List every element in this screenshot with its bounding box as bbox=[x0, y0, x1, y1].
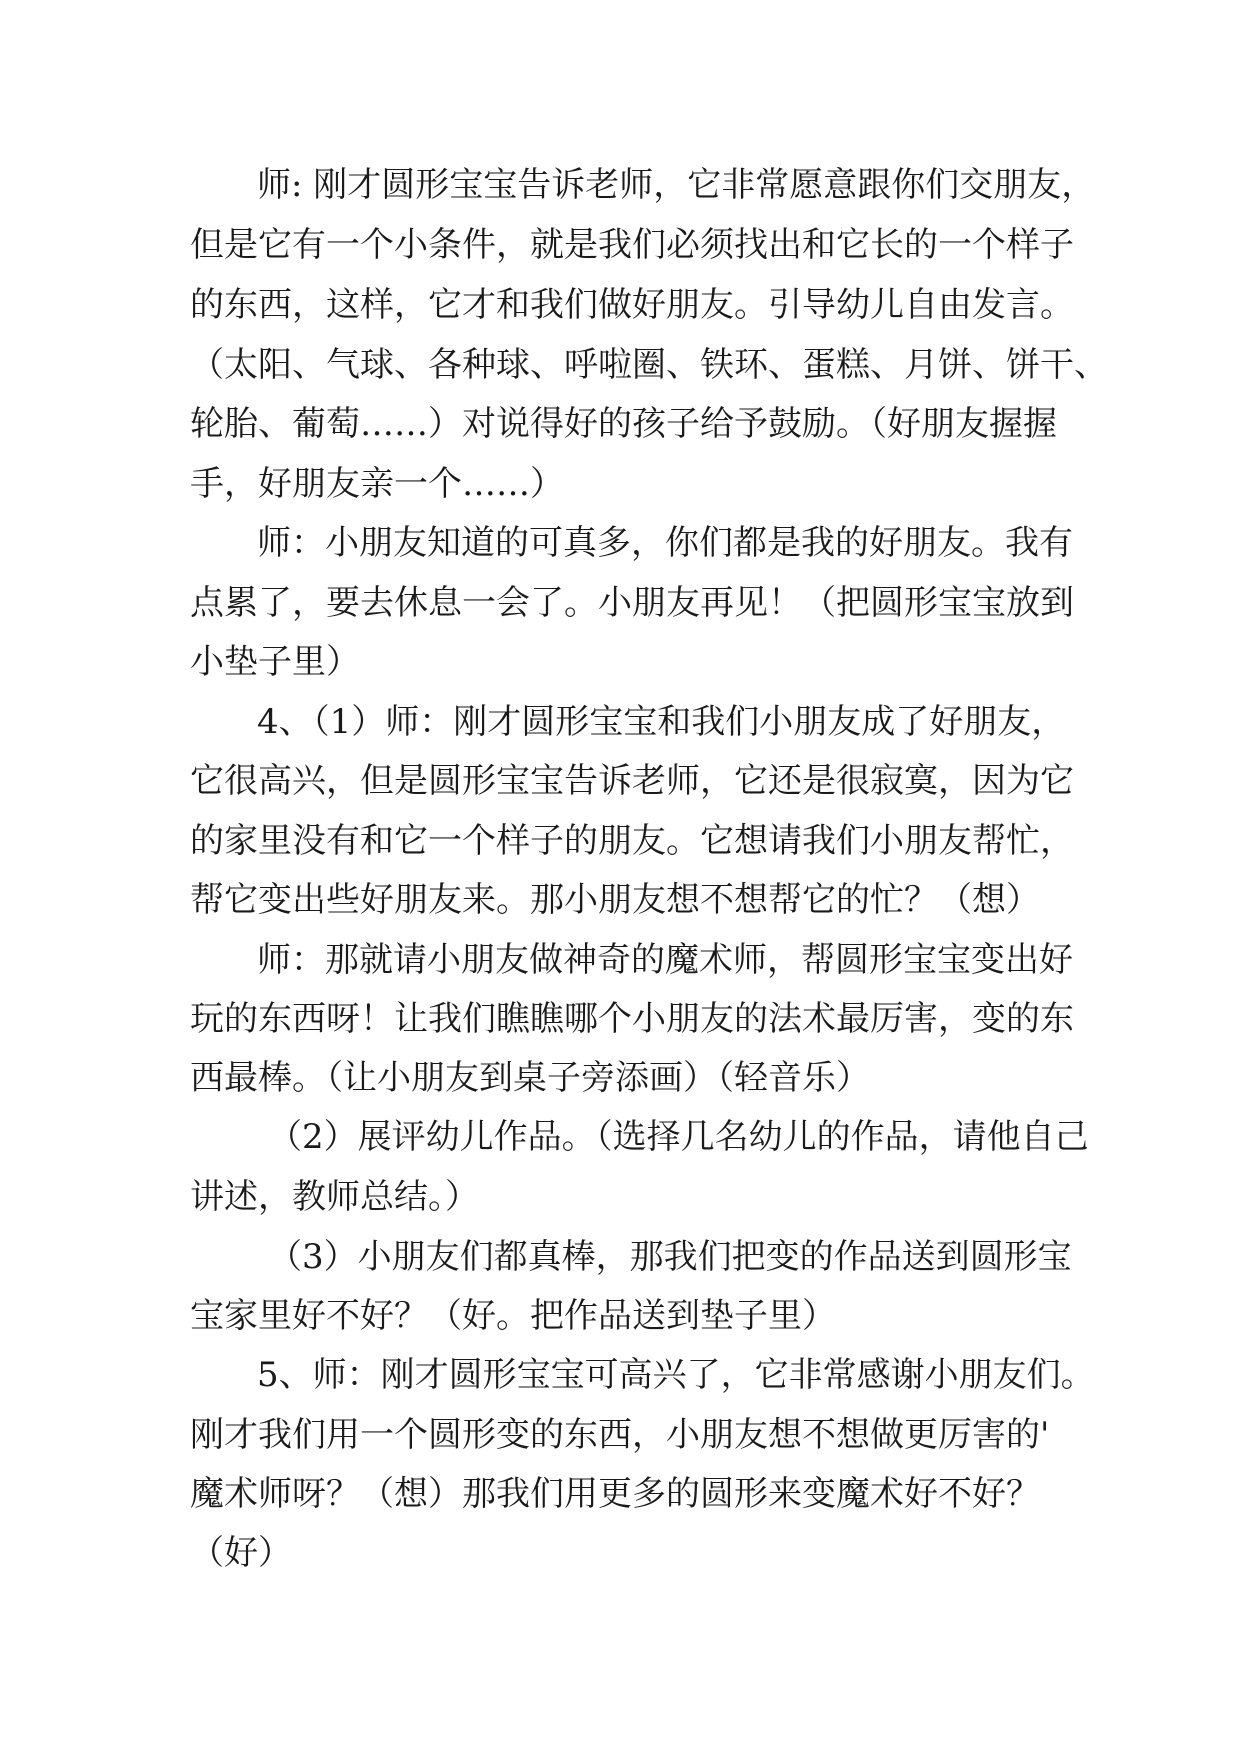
text-line: 4、（1）师：刚才圆形宝宝和我们小朋友成了好朋友， bbox=[257, 702, 1066, 742]
text-line: （太阳、气球、各种球、呼啦圈、铁环、蛋糕、月饼、饼干、 bbox=[190, 345, 1108, 385]
text-line: 师：小朋友知道的可真多，你们都是我的好朋友。我有 bbox=[257, 523, 1073, 563]
text-line: 它很高兴，但是圆形宝宝告诉老师，它还是很寂寞，因为它 bbox=[190, 761, 1074, 801]
text-line: 师: 刚才圆形宝宝告诉老师，它非常愿意跟你们交朋友， bbox=[257, 165, 1096, 205]
text-line: 师：那就请小朋友做神奇的魔术师，帮圆形宝宝变出好 bbox=[257, 940, 1073, 980]
text-line: 讲述，教师总结。） bbox=[190, 1177, 479, 1217]
text-line: 5、师：刚才圆形宝宝可高兴了，它非常感谢小朋友们。 bbox=[257, 1355, 1095, 1395]
text-line: 玩的东西呀！让我们瞧瞧哪个小朋友的法术最厉害，变的东 bbox=[190, 999, 1074, 1039]
text-line: 的东西，这样，它才和我们做好朋友。引导幼儿自由发言。 bbox=[190, 285, 1074, 325]
text-line: 但是它有一个小条件，就是我们必须找出和它长的一个样子 bbox=[190, 225, 1074, 265]
text-line: 魔术师呀？（想）那我们用更多的圆形来变魔术好不好？ bbox=[190, 1474, 1040, 1514]
text-line: （好） bbox=[190, 1533, 292, 1573]
text-line: （2）展评幼儿作品。（选择几名幼儿的作品，请他自己 bbox=[268, 1117, 1089, 1157]
text-line: 的家里没有和它一个样子的朋友。它想请我们小朋友帮忙， bbox=[190, 821, 1074, 861]
text-line: 手，好朋友亲一个……） bbox=[190, 464, 564, 504]
text-line: 小垫子里） bbox=[190, 642, 360, 682]
text-line: 西最棒。（让小朋友到桌子旁添画）（轻音乐） bbox=[190, 1058, 870, 1098]
text-line: 刚才我们用一个圆形变的东西，小朋友想不想做更厉害的' bbox=[190, 1415, 1050, 1455]
text-line: （3）小朋友们都真棒，那我们把变的作品送到圆形宝 bbox=[268, 1237, 1072, 1277]
text-line: 轮胎、葡萄……）对说得好的孩子给予鼓励。（好朋友握握 bbox=[190, 404, 1057, 444]
text-line: 宝家里好不好？（好。把作品送到垫子里） bbox=[190, 1296, 836, 1336]
text-line: 点累了，要去休息一会了。小朋友再见！（把圆形宝宝放到 bbox=[190, 583, 1074, 623]
text-line: 帮它变出些好朋友来。那小朋友想不想帮它的忙？（想） bbox=[190, 880, 1040, 920]
